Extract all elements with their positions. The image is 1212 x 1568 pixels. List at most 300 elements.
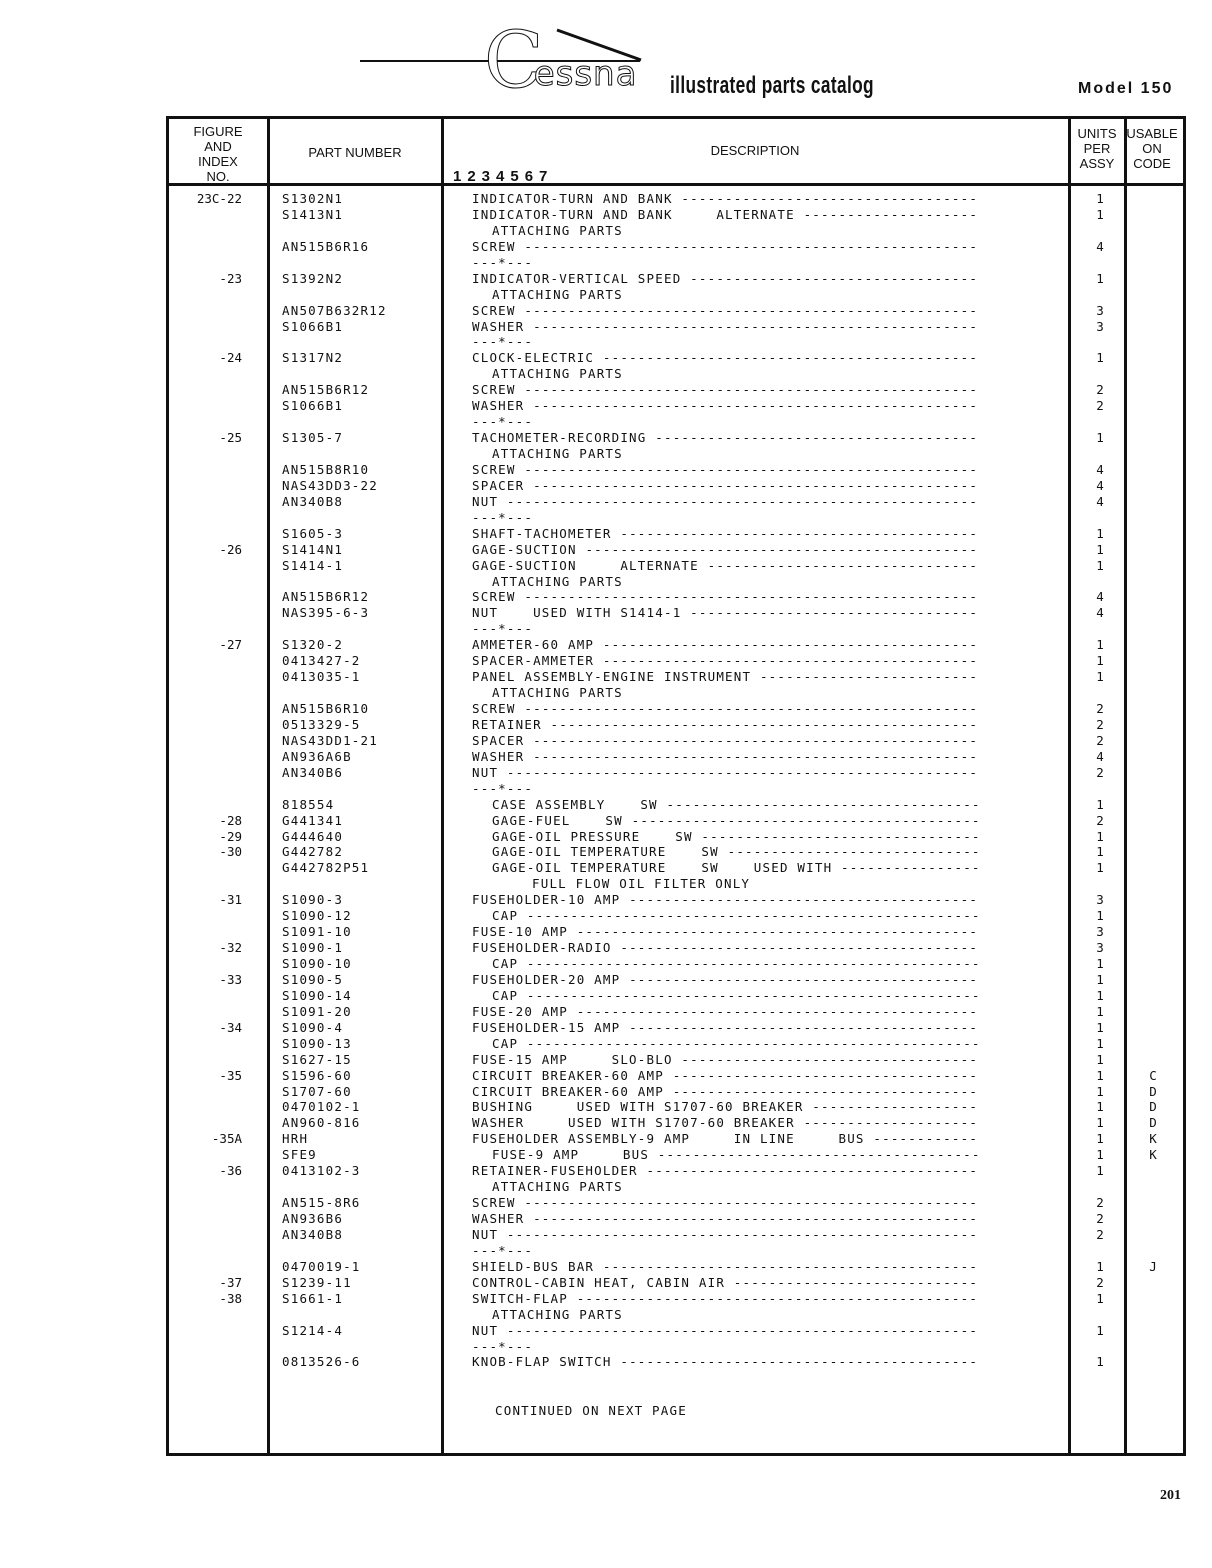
description-cell: NUT ------------------------------------------------------: [472, 493, 979, 509]
description-cell: FULL FLOW OIL FILTER ONLY: [532, 876, 751, 892]
table-row: [0, 1131, 1212, 1147]
description-cell: GAGE-SUCTION ---------------------------------------------: [472, 541, 979, 557]
table-row: [0, 1211, 1212, 1227]
usable-code-cell: K: [1149, 1147, 1157, 1163]
table-row: [0, 1323, 1212, 1339]
part-number-cell: S1066B1: [282, 398, 344, 414]
units-cell: 2: [1096, 382, 1104, 398]
figure-index-cell: -31: [219, 892, 242, 908]
leader-dashes: ----------------------------------------------------: [515, 238, 979, 254]
description-cell: ---*---: [472, 621, 534, 637]
leader-dashes: ---------------------------------: [681, 605, 979, 621]
table-row: [0, 446, 1212, 462]
description-cell: CIRCUIT BREAKER-60 AMP -----------------------------------: [472, 1067, 979, 1083]
continued-note: CONTINUED ON NEXT PAGE: [495, 1403, 687, 1418]
table-row: [0, 462, 1212, 478]
part-number-cell: S1627-15: [282, 1051, 352, 1067]
figure-index-cell: -33: [219, 971, 242, 987]
cessna-logo: [484, 16, 638, 106]
table-row: [0, 478, 1212, 494]
units-cell: 4: [1096, 589, 1104, 605]
description-cell: NUT ------------------------------------------------------: [472, 764, 979, 780]
description-cell: ATTACHING PARTS: [492, 286, 623, 302]
table-row: [0, 271, 1212, 287]
table-row: [0, 1227, 1212, 1243]
figure-index-cell: -25: [219, 430, 242, 446]
description-cell: FUSE-20 AMP ----------------------------------------------: [472, 1003, 979, 1019]
part-number-cell: S1090-4: [282, 1019, 344, 1035]
leader-dashes: ---------------------------------------------------: [524, 1211, 979, 1226]
table-row: [0, 1291, 1212, 1307]
leader-dashes: ------------------------------------------------------: [498, 493, 979, 509]
leader-dashes: -----------------------------: [718, 844, 981, 860]
figure-index-cell: -37: [219, 1274, 242, 1290]
figure-index-cell: -34: [219, 1019, 242, 1035]
description-cell: SCREW ----------------------------------------------------: [472, 589, 979, 605]
table-row: [0, 701, 1212, 717]
units-cell: 1: [1096, 1067, 1104, 1083]
leader-dashes: -------------------------: [751, 669, 979, 685]
table-row: [0, 892, 1212, 908]
leader-dashes: ----------------------------------------: [620, 971, 979, 987]
description-cell: INDICATOR-VERTICAL SPEED ---------------------------------: [472, 270, 979, 286]
description-cell: WASHER ---------------------------------------------------: [472, 1211, 979, 1226]
leader-dashes: ---------------------------------------------------: [524, 398, 979, 414]
description-cell: SCREW ----------------------------------------------------: [472, 1195, 979, 1211]
units-cell: 1: [1096, 637, 1104, 653]
description-cell: GAGE-OIL PRESSURE SW --------------------------------: [492, 828, 981, 844]
leader-dashes: -------------------------------------------: [594, 637, 979, 653]
part-number-cell: S1091-20: [282, 1003, 352, 1019]
table-row: [0, 1259, 1212, 1275]
usable-code-cell: D: [1149, 1083, 1157, 1099]
part-number-cell: S1214-4: [282, 1322, 344, 1338]
logo-cap-letter: C: [484, 16, 540, 106]
table-row: [0, 876, 1212, 892]
usable-code-cell: D: [1149, 1099, 1157, 1115]
table-row: [0, 621, 1212, 637]
table-row: [0, 765, 1212, 781]
description-cell: SPACER ---------------------------------------------------: [472, 732, 979, 748]
leader-dashes: -------------------------------------------: [594, 350, 979, 366]
description-cell: ATTACHING PARTS: [492, 366, 623, 382]
description-cell: CONTROL-CABIN HEAT, CABIN AIR ----------------------------: [472, 1274, 979, 1290]
units-cell: 1: [1096, 908, 1104, 924]
units-cell: 1: [1096, 350, 1104, 366]
leader-dashes: ----------------: [832, 860, 981, 876]
table-row: [0, 1179, 1212, 1195]
leader-dashes: ----------------------------------------------------: [515, 382, 979, 398]
units-cell: 1: [1096, 525, 1104, 541]
table-row: [0, 1195, 1212, 1211]
description-cell: SPACER-AMMETER -------------------------------------------: [472, 653, 979, 669]
part-number-cell: NAS395-6-3: [282, 605, 370, 621]
table-row: [0, 653, 1212, 669]
part-number-cell: 818554: [282, 796, 335, 812]
description-cell: NUT ------------------------------------------------------: [472, 1322, 979, 1338]
table-row: [0, 844, 1212, 860]
model-label: Model 150: [1078, 80, 1174, 97]
table-row: [0, 717, 1212, 733]
part-number-cell: S1305-7: [282, 430, 344, 446]
leader-dashes: -----------------------------------------: [611, 940, 979, 956]
table-row: [0, 223, 1212, 239]
table-row: [0, 558, 1212, 574]
part-number-cell: G444640: [282, 828, 344, 844]
table-row: [0, 1243, 1212, 1259]
part-number-cell: S1066B1: [282, 318, 344, 334]
table-row: [0, 908, 1212, 924]
table-row: [0, 1163, 1212, 1179]
leader-dashes: ------------------------------------------------------: [498, 764, 979, 780]
units-cell: 1: [1096, 971, 1104, 987]
table-row: [0, 366, 1212, 382]
description-cell: PANEL ASSEMBLY-ENGINE INSTRUMENT -------------------------: [472, 669, 979, 685]
leader-dashes: ----------------------------------------------------: [515, 1195, 979, 1211]
part-number-cell: S1090-14: [282, 987, 352, 1003]
units-cell: 3: [1096, 940, 1104, 956]
description-cell: WASHER ---------------------------------------------------: [472, 748, 979, 764]
description-cell: NUT ------------------------------------------------------: [472, 1226, 979, 1242]
units-cell: 2: [1096, 701, 1104, 716]
part-number-cell: AN340B6: [282, 764, 344, 780]
units-cell: 1: [1096, 1083, 1104, 1099]
units-cell: 1: [1096, 206, 1104, 222]
table-row: [0, 510, 1212, 526]
leader-dashes: ----------------------------------------------: [567, 924, 979, 940]
units-cell: 1: [1096, 653, 1104, 669]
usable-code-cell: J: [1149, 1258, 1157, 1274]
figure-index-cell: -35: [219, 1067, 242, 1083]
leader-dashes: --------------------------------------: [637, 1163, 979, 1179]
description-cell: INDICATOR-TURN AND BANK ALTERNATE --------------------: [472, 206, 979, 222]
table-row: [0, 605, 1212, 621]
part-number-cell: 0513329-5: [282, 716, 361, 732]
table-row: [0, 733, 1212, 749]
figure-index-cell: -36: [219, 1163, 242, 1179]
description-cell: TACHOMETER-RECORDING -------------------------------------: [472, 430, 979, 446]
description-cell: SCREW ----------------------------------------------------: [472, 302, 979, 318]
units-cell: 1: [1096, 1003, 1104, 1019]
description-cell: SHAFT-TACHOMETER -----------------------------------------: [472, 525, 979, 541]
table-row: [0, 1354, 1212, 1370]
figure-index-cell: -30: [219, 844, 242, 860]
table-row: [0, 1084, 1212, 1100]
units-cell: 4: [1096, 238, 1104, 254]
description-cell: RETAINER -------------------------------------------------: [472, 716, 979, 732]
leader-dashes: --------------------: [794, 206, 979, 222]
part-number-cell: S1413N1: [282, 206, 344, 222]
table-row: [0, 350, 1212, 366]
part-number-cell: 0470019-1: [282, 1258, 361, 1274]
logo-wordmark: essna: [533, 54, 638, 94]
part-number-cell: 0470102-1: [282, 1099, 361, 1115]
table-row: [0, 574, 1212, 590]
leader-dashes: ------------------------------------------------------: [498, 1322, 979, 1338]
units-cell: 1: [1096, 844, 1104, 860]
units-cell: 4: [1096, 493, 1104, 509]
table-row: [0, 749, 1212, 765]
table-row: [0, 382, 1212, 398]
table-row: [0, 1307, 1212, 1323]
units-cell: 1: [1096, 1147, 1104, 1163]
description-cell: GAGE-OIL TEMPERATURE SW USED WITH ----------------: [492, 860, 981, 876]
part-number-cell: AN515B8R10: [282, 461, 370, 477]
table-row: [0, 319, 1212, 335]
leader-dashes: -------------------------------------------: [594, 1258, 979, 1274]
units-cell: 1: [1096, 987, 1104, 1003]
figure-index-cell: -38: [219, 1290, 242, 1306]
description-cell: WASHER ---------------------------------------------------: [472, 398, 979, 414]
description-cell: ---*---: [472, 1242, 534, 1258]
table-row: [0, 637, 1212, 653]
description-cell: GAGE-SUCTION ALTERNATE -------------------------------: [472, 557, 979, 573]
table-row: [0, 1275, 1212, 1291]
description-cell: GAGE-FUEL SW ----------------------------------------: [492, 812, 981, 828]
leader-dashes: ----------------------------------: [672, 191, 979, 206]
table-row: [0, 940, 1212, 956]
description-cell: FUSE-10 AMP ----------------------------------------------: [472, 924, 979, 940]
usable-code-cell: D: [1149, 1115, 1157, 1131]
units-cell: 1: [1096, 1051, 1104, 1067]
leader-dashes: ---------------------------------------------------: [524, 477, 979, 493]
table-row: [0, 334, 1212, 350]
units-cell: 1: [1096, 1322, 1104, 1338]
leader-dashes: ---------------------------------------------: [576, 541, 979, 557]
figure-index-cell: -28: [219, 812, 242, 828]
description-cell: NUT USED WITH S1414-1 ---------------------------------: [472, 605, 979, 621]
usable-code-cell: C: [1149, 1067, 1157, 1083]
description-cell: ---*---: [472, 414, 534, 430]
leader-dashes: -------------------------------------: [646, 430, 979, 446]
part-number-cell: G442782: [282, 844, 344, 860]
part-number-cell: S1091-10: [282, 924, 352, 940]
part-number-cell: S1661-1: [282, 1290, 344, 1306]
leader-dashes: ----------------------------------------------------: [518, 908, 981, 924]
part-number-cell: HRH: [282, 1131, 309, 1147]
description-cell: ATTACHING PARTS: [492, 222, 623, 238]
leader-dashes: -----------------------------------: [663, 1067, 979, 1083]
units-cell: 3: [1096, 892, 1104, 908]
leader-dashes: ---------------------------------: [681, 270, 979, 286]
units-cell: 1: [1096, 1019, 1104, 1035]
table-row: [0, 797, 1212, 813]
description-cell: ATTACHING PARTS: [492, 1306, 623, 1322]
description-cell: CAP ----------------------------------------------------: [492, 908, 981, 924]
header-part-number: PART NUMBER: [308, 145, 402, 160]
figure-index-cell: -23: [219, 270, 242, 286]
leader-dashes: --------------------: [794, 1115, 979, 1131]
description-cell: FUSEHOLDER ASSEMBLY-9 AMP IN LINE BUS ------------: [472, 1131, 979, 1147]
description-cell: CAP ----------------------------------------------------: [492, 987, 981, 1003]
units-cell: 1: [1096, 860, 1104, 876]
units-cell: 1: [1096, 1131, 1104, 1147]
table-row: [0, 255, 1212, 271]
description-cell: ---*---: [472, 780, 534, 796]
units-cell: 1: [1096, 1115, 1104, 1131]
table-row: [0, 589, 1212, 605]
part-number-cell: G441341: [282, 812, 344, 828]
part-number-cell: AN340B8: [282, 1226, 344, 1242]
description-cell: SHIELD-BUS BAR -------------------------------------------: [472, 1258, 979, 1274]
leader-dashes: ----------------------------------------------: [567, 1003, 979, 1019]
part-number-cell: S1239-11: [282, 1274, 352, 1290]
part-number-cell: NAS43DD1-21: [282, 732, 378, 748]
header-indent-levels: 1234567: [453, 168, 554, 185]
leader-dashes: ----------------------------: [725, 1274, 979, 1290]
leader-dashes: ---------------------------------------------------: [524, 748, 979, 764]
table-row: [0, 669, 1212, 685]
description-cell: ATTACHING PARTS: [492, 573, 623, 589]
units-cell: 2: [1096, 1226, 1104, 1242]
leader-dashes: -----------------------------------------: [611, 525, 979, 541]
table-row: [0, 542, 1212, 558]
table-row: [0, 685, 1212, 701]
units-cell: 2: [1096, 1211, 1104, 1226]
table-row: [0, 287, 1212, 303]
table-row: [0, 1036, 1212, 1052]
description-cell: ---*---: [472, 1338, 534, 1354]
header-description: DESCRIPTION: [710, 143, 800, 158]
description-cell: ---*---: [472, 254, 534, 270]
units-cell: 1: [1096, 1258, 1104, 1274]
leader-dashes: --------------------------------: [692, 828, 981, 844]
part-number-cell: AN515B6R16: [282, 238, 370, 254]
leader-dashes: ----------------------------------------------: [567, 1290, 979, 1306]
table-row: [0, 956, 1212, 972]
units-cell: 3: [1096, 318, 1104, 334]
part-number-cell: AN515B6R12: [282, 589, 370, 605]
units-cell: 1: [1096, 1163, 1104, 1179]
part-number-cell: S1090-5: [282, 971, 344, 987]
part-number-cell: 0413035-1: [282, 669, 361, 685]
units-cell: 2: [1096, 764, 1104, 780]
table-row: [0, 1068, 1212, 1084]
part-number-cell: AN515-8R6: [282, 1195, 361, 1211]
part-number-cell: 0413427-2: [282, 653, 361, 669]
units-cell: 1: [1096, 270, 1104, 286]
units-cell: 4: [1096, 461, 1104, 477]
figure-index-cell: -29: [219, 828, 242, 844]
leader-dashes: ----------------------------------------: [620, 892, 979, 908]
table-row: [0, 924, 1212, 940]
part-number-cell: AN515B6R10: [282, 701, 370, 716]
table-row: [0, 430, 1212, 446]
units-cell: 1: [1096, 1354, 1104, 1370]
table-row: [0, 1147, 1212, 1163]
description-cell: GAGE-OIL TEMPERATURE SW -----------------------------: [492, 844, 981, 860]
leader-dashes: -----------------------------------------: [611, 1354, 979, 1370]
units-cell: 1: [1096, 541, 1104, 557]
table-row: [0, 1052, 1212, 1068]
header-units-per-assy: UNITS PER ASSY: [1077, 126, 1117, 171]
units-cell: 4: [1096, 748, 1104, 764]
part-number-cell: S1414N1: [282, 541, 344, 557]
figure-index-cell: -32: [219, 940, 242, 956]
leader-dashes: ----------------------------------: [672, 1051, 979, 1067]
leader-dashes: ----------------------------------------------------: [515, 589, 979, 605]
part-number-cell: NAS43DD3-22: [282, 477, 378, 493]
figure-index-cell: -24: [219, 350, 242, 366]
description-cell: ---*---: [472, 509, 534, 525]
units-cell: 1: [1096, 828, 1104, 844]
part-number-cell: S1090-13: [282, 1035, 352, 1051]
part-number-cell: S1707-60: [282, 1083, 352, 1099]
part-number-cell: G442782P51: [282, 860, 370, 876]
units-cell: 1: [1096, 191, 1104, 206]
table-row: [0, 1004, 1212, 1020]
leader-dashes: -------------------------------------------------: [541, 716, 979, 732]
part-number-cell: S1320-2: [282, 637, 344, 653]
part-number-cell: S1392N2: [282, 270, 344, 286]
units-cell: 2: [1096, 1274, 1104, 1290]
description-cell: BUSHING USED WITH S1707-60 BREAKER -------------------: [472, 1099, 979, 1115]
leader-dashes: ---------------------------------------------------: [524, 318, 979, 334]
description-cell: SCREW ----------------------------------------------------: [472, 238, 979, 254]
description-cell: FUSE-9 AMP BUS -------------------------------------: [492, 1147, 981, 1163]
table-row: [0, 972, 1212, 988]
description-cell: FUSE-15 AMP SLO-BLO ----------------------------------: [472, 1051, 979, 1067]
part-number-cell: AN340B8: [282, 493, 344, 509]
description-cell: ATTACHING PARTS: [492, 685, 623, 701]
part-number-cell: S1317N2: [282, 350, 344, 366]
units-cell: 2: [1096, 812, 1104, 828]
description-cell: CASE ASSEMBLY SW ------------------------------------: [492, 796, 981, 812]
description-cell: FUSEHOLDER-15 AMP ----------------------------------------: [472, 1019, 979, 1035]
table-row: [0, 829, 1212, 845]
units-cell: 2: [1096, 716, 1104, 732]
units-cell: 4: [1096, 605, 1104, 621]
part-number-cell: 0813526-6: [282, 1354, 361, 1370]
leader-dashes: ----------------------------------------: [622, 812, 981, 828]
description-cell: AMMETER-60 AMP -------------------------------------------: [472, 637, 979, 653]
units-cell: 4: [1096, 477, 1104, 493]
part-number-cell: AN936B6: [282, 1211, 344, 1226]
description-cell: SPACER ---------------------------------------------------: [472, 477, 979, 493]
units-cell: 2: [1096, 732, 1104, 748]
units-cell: 1: [1096, 669, 1104, 685]
table-row: [0, 398, 1212, 414]
header-usable-on-code: USABLE ON CODE: [1126, 126, 1178, 171]
units-cell: 1: [1096, 796, 1104, 812]
units-cell: 1: [1096, 1035, 1104, 1051]
part-number-cell: S1090-10: [282, 956, 352, 971]
part-number-cell: S1302N1: [282, 191, 344, 206]
table-row: [0, 494, 1212, 510]
description-cell: ---*---: [472, 334, 534, 350]
part-number-cell: S1414-1: [282, 557, 344, 573]
units-cell: 2: [1096, 398, 1104, 414]
leader-dashes: -----------------------------------: [663, 1083, 979, 1099]
description-cell: FUSEHOLDER-10 AMP ----------------------------------------: [472, 892, 979, 908]
figure-index-cell: -27: [219, 637, 242, 653]
table-row: [0, 303, 1212, 319]
header-figure-index: FIGURE AND INDEX NO.: [193, 124, 243, 184]
leader-dashes: ----------------------------------------------------: [518, 1035, 981, 1051]
leader-dashes: ------------------------------------: [657, 796, 981, 812]
description-cell: SCREW ----------------------------------------------------: [472, 461, 979, 477]
figure-index-cell: -35A: [211, 1131, 242, 1147]
catalog-title: illustrated parts catalog: [670, 72, 874, 99]
leader-dashes: ------------------------------------------------------: [498, 1226, 979, 1242]
leader-dashes: ----------------------------------------------------: [515, 701, 979, 716]
leader-dashes: ---------------------------------------------------: [524, 732, 979, 748]
header-rule: [166, 183, 1186, 186]
table-row: [0, 1339, 1212, 1355]
table-row: [0, 1115, 1212, 1131]
units-cell: 3: [1096, 302, 1104, 318]
leader-dashes: -------------------------------------: [649, 1147, 981, 1163]
